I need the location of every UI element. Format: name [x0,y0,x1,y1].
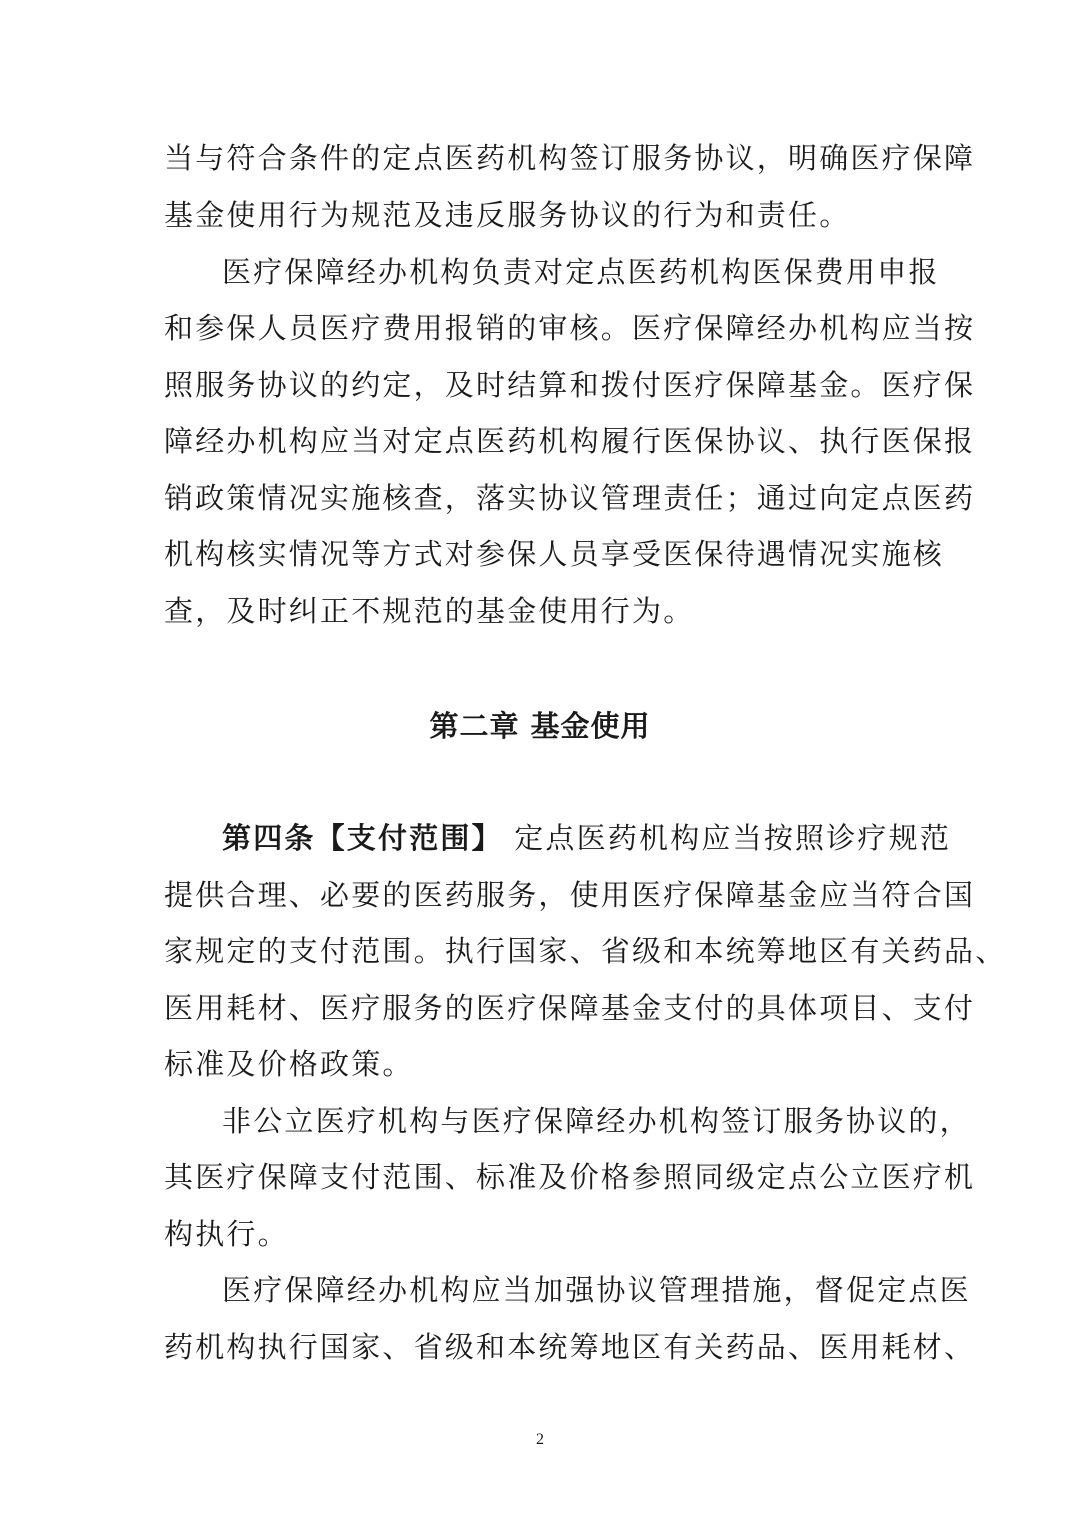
article-label: 第四条【支付范围】 [222,821,503,855]
paragraph-line: 药机构执行国家、省级和本统筹地区有关药品、医用耗材、 [164,1330,976,1364]
paragraph-line: 医疗保障经办机构应当加强协议管理措施，督促定点医 [222,1273,971,1307]
paragraph-line: 非公立医疗机构与医疗保障经办机构签订服务协议的， [222,1104,971,1138]
paragraph-line: 其医疗保障支付范围、标准及价格参照同级定点公立医疗机 [164,1160,976,1194]
paragraph-line: 医用耗材、医疗服务的医疗保障基金支付的具体项目、支付 [164,991,976,1025]
page-number: 2 [536,1431,544,1448]
paragraph-line: 构执行。 [164,1217,289,1251]
article-first-line [222,818,952,858]
paragraph-line: 医疗保障经办机构负责对定点医药机构医保费用申报 [222,255,940,289]
paragraph-line: 照服务协议的约定，及时结算和拨付医疗保障基金。医疗保 [164,368,976,402]
paragraph-line: 障经办机构应当对定点医药机构履行医保协议、执行医保报 [164,424,976,458]
article-first-line-text: 定点医药机构应当按照诊疗规范 [514,821,952,855]
paragraph-line: 和参保人员医疗费用报销的审核。医疗保障经办机构应当按 [164,311,976,345]
paragraph-line: 家规定的支付范围。执行国家、省级和本统筹地区有关药品、 [164,934,1007,968]
paragraph-line: 标准及价格政策。 [164,1047,414,1081]
paragraph-line: 销政策情况实施核查，落实协议管理责任；通过向定点医药 [164,481,976,515]
paragraph-line: 机构核实情况等方式对参保人员享受医保待遇情况实施核 [164,537,945,571]
paragraph-line: 查，及时纠正不规范的基金使用行为。 [164,594,695,628]
paragraph-line: 当与符合条件的定点医药机构签订服务协议，明确医疗保障 [164,141,976,175]
paragraph-line: 提供合理、必要的医药服务，使用医疗保障基金应当符合国 [164,878,976,912]
chapter-heading: 第二章 基金使用 [429,709,651,743]
paragraph-line: 基金使用行为规范及违反服务协议的行为和责任。 [164,198,851,232]
